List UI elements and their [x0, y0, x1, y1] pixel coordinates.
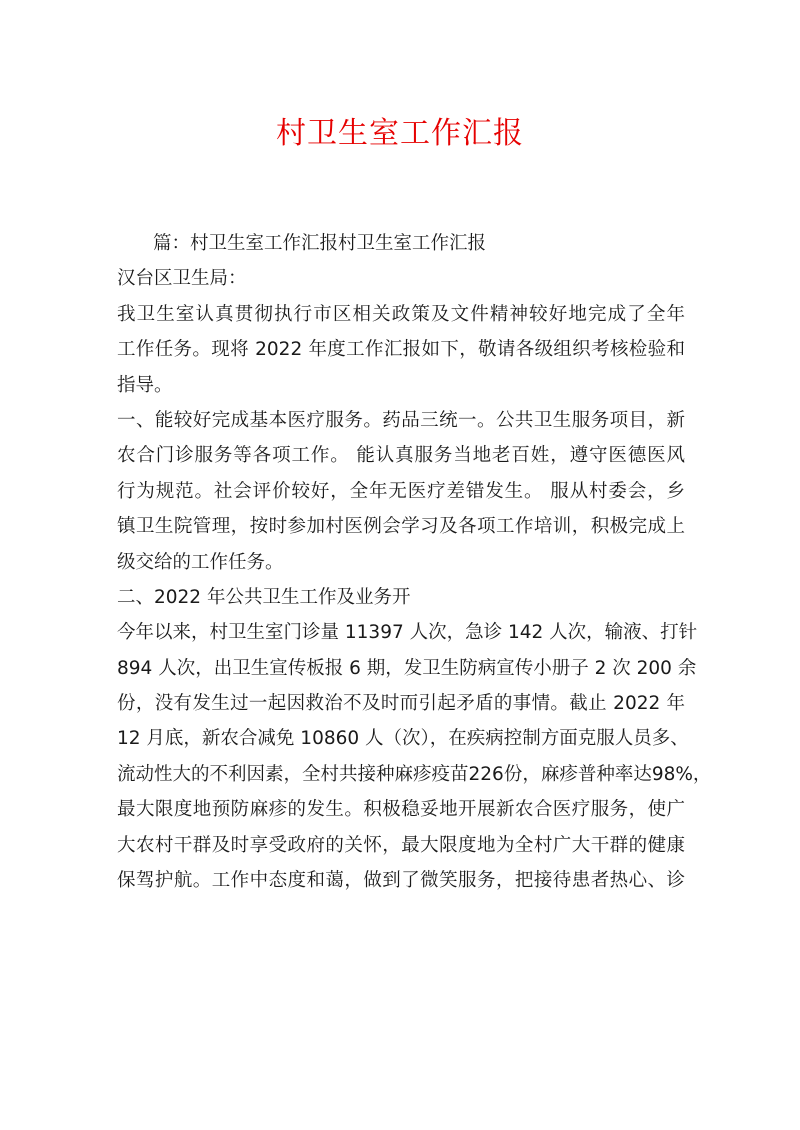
text-line: 二、2022 年公共卫生工作及业务开 [117, 586, 411, 608]
text-line: 今年以来，村卫生室门诊量 11397 人次，急诊 142 人次，输液、打针 [117, 622, 698, 644]
text-line: 最大限度地预防麻疹的发生。积极稳妥地开展新农合医疗服务，使广 [117, 799, 685, 821]
text-line: 12 月底，新农合减免 10860 人（次），在疾病控制方面克服人员多、 [117, 728, 689, 750]
document-title: 村卫生室工作汇报 [276, 116, 524, 151]
text-line: 工作任务。现将 2022 年度工作汇报如下，敬请各级组织考核检验和 [117, 339, 685, 361]
text-line: 一、能较好完成基本医疗服务。药品三统一。公共卫生服务项目，新 [117, 409, 685, 431]
text-line: 农合门诊服务等各项工作。 能认真服务当地老百姓，遵守医德医风 [117, 445, 685, 467]
text-line: 篇：村卫生室工作汇报村卫生室工作汇报 [153, 233, 487, 254]
text-line: 级交给的工作任务。 [117, 551, 284, 573]
text-line: 镇卫生院管理，按时参加村医例会学习及各项工作培训，积极完成上 [117, 516, 685, 538]
document-body [117, 226, 712, 898]
text-line: 汉台区卫生局： [117, 268, 247, 290]
text-line: 894 人次，出卫生宣传板报 6 期，发卫生防病宣传小册子 2 次 200 余 [117, 657, 697, 679]
text-line: 指导。 [117, 374, 173, 396]
text-line: 保驾护航。工作中态度和蔼，做到了微笑服务，把接待患者热心、诊 [117, 870, 685, 892]
text-line: 份，没有发生过一起因救治不及时而引起矛盾的事情。截止 2022 年 [117, 693, 685, 715]
text-line: 流动性大的不利因素，全村共接种麻疹疫苗226份，麻疹普种率达98%， [117, 763, 712, 785]
text-line: 大农村干群及时享受政府的关怀，最大限度地为全村广大干群的健康 [117, 834, 685, 856]
text-line: 行为规范。社会评价较好，全年无医疗差错发生。 服从村委会，乡 [117, 480, 685, 502]
text-line: 我卫生室认真贯彻执行市区相关政策及文件精神较好地完成了全年 [117, 303, 685, 325]
